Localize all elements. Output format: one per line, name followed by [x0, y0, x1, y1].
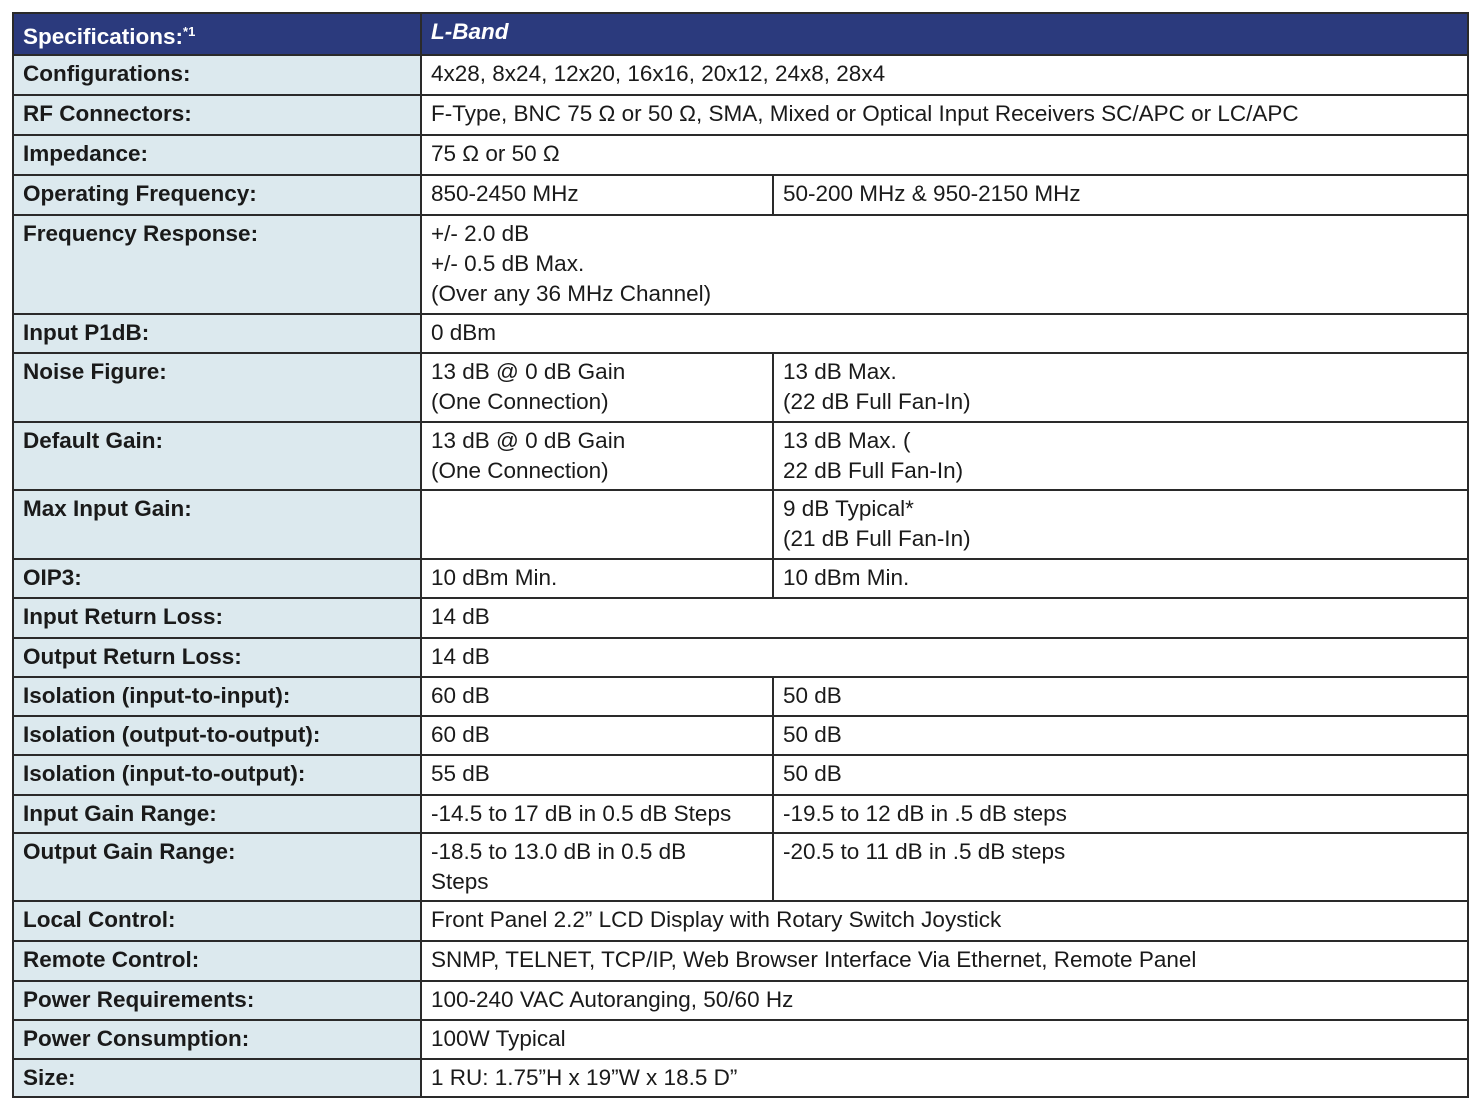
spec-label: Input Gain Range: [13, 795, 421, 833]
spec-label: Isolation (output-to-output): [13, 716, 421, 755]
spec-value: 10 dBm Min. [421, 559, 773, 598]
spec-value: 0 dBm [421, 314, 1468, 353]
spec-label: Input Return Loss: [13, 598, 421, 638]
spec-row [13, 559, 1468, 598]
spec-row [13, 175, 1468, 215]
spec-value: Front Panel 2.2” LCD Display with Rotary Switch Joystick [421, 901, 1468, 941]
spec-row [13, 795, 1468, 833]
spec-label: Isolation (input-to-input): [13, 677, 421, 716]
spec-value: -19.5 to 12 dB in .5 dB steps [773, 795, 1468, 833]
spec-label: Operating Frequency: [13, 175, 421, 215]
header-row [13, 13, 1468, 55]
spec-value: 100-240 VAC Autoranging, 50/60 Hz [421, 981, 1468, 1020]
spec-row [13, 215, 1468, 314]
spec-label: Configurations: [13, 55, 421, 95]
spec-label: Output Gain Range: [13, 833, 421, 901]
spec-value: 50 dB [773, 716, 1468, 755]
spec-label: Power Requirements: [13, 981, 421, 1020]
spec-value: +/- 2.0 dB +/- 0.5 dB Max. (Over any 36 MHz Channel) [421, 215, 1468, 314]
spec-row [13, 314, 1468, 353]
spec-value: 60 dB [421, 677, 773, 716]
spec-value: 50 dB [773, 755, 1468, 795]
spec-label: Input P1dB: [13, 314, 421, 353]
spec-value: 850-2450 MHz [421, 175, 773, 215]
spec-value: 14 dB [421, 598, 1468, 638]
footnote-marker: *1 [183, 24, 196, 39]
spec-row [13, 981, 1468, 1020]
spec-label: OIP3: [13, 559, 421, 598]
spec-value: 13 dB @ 0 dB Gain (One Connection) [421, 422, 773, 490]
spec-value: 13 dB Max. ( 22 dB Full Fan-In) [773, 422, 1468, 490]
spec-row [13, 901, 1468, 941]
spec-row [13, 135, 1468, 175]
spec-value: 75 Ω or 50 Ω [421, 135, 1468, 175]
spec-row [13, 1020, 1468, 1059]
spec-label: Size: [13, 1059, 421, 1097]
spec-value: 1 RU: 1.75”H x 19”W x 18.5 D” [421, 1059, 1468, 1097]
spec-row [13, 755, 1468, 795]
spec-label: RF Connectors: [13, 95, 421, 135]
band-header: L-Band [421, 13, 1468, 55]
spec-value: SNMP, TELNET, TCP/IP, Web Browser Interface Via Ethernet, Remote Panel [421, 941, 1468, 981]
spec-value: 4x28, 8x24, 12x20, 16x16, 20x12, 24x8, 28x4 [421, 55, 1468, 95]
specifications-table [12, 12, 1469, 1098]
spec-value: 50 dB [773, 677, 1468, 716]
spec-row [13, 95, 1468, 135]
spec-row [13, 422, 1468, 490]
spec-value: 13 dB Max. (22 dB Full Fan-In) [773, 353, 1468, 422]
spec-row [13, 353, 1468, 422]
spec-value: -14.5 to 17 dB in 0.5 dB Steps [421, 795, 773, 833]
spec-value: 13 dB @ 0 dB Gain (One Connection) [421, 353, 773, 422]
spec-row [13, 833, 1468, 901]
spec-value: 9 dB Typical* (21 dB Full Fan-In) [773, 490, 1468, 559]
spec-value: 100W Typical [421, 1020, 1468, 1059]
spec-label: Output Return Loss: [13, 638, 421, 677]
spec-value: -18.5 to 13.0 dB in 0.5 dB Steps [421, 833, 773, 901]
spec-row [13, 1059, 1468, 1097]
spec-label: Impedance: [13, 135, 421, 175]
spec-label: Isolation (input-to-output): [13, 755, 421, 795]
spec-value: 60 dB [421, 716, 773, 755]
spec-row [13, 55, 1468, 95]
spec-value [421, 490, 773, 559]
spec-label: Frequency Response: [13, 215, 421, 314]
header-label: Specifications: [23, 24, 184, 49]
spec-row [13, 638, 1468, 677]
spec-value: -20.5 to 11 dB in .5 dB steps [773, 833, 1468, 901]
spec-value: 10 dBm Min. [773, 559, 1468, 598]
spec-row [13, 598, 1468, 638]
spec-row [13, 941, 1468, 981]
spec-value: 14 dB [421, 638, 1468, 677]
spec-value: 50-200 MHz & 950-2150 MHz [773, 175, 1468, 215]
spec-label: Noise Figure: [13, 353, 421, 422]
spec-value: 55 dB [421, 755, 773, 795]
spec-row [13, 490, 1468, 559]
spec-label: Remote Control: [13, 941, 421, 981]
spec-row [13, 677, 1468, 716]
spec-label: Power Consumption: [13, 1020, 421, 1059]
specifications-header [13, 13, 421, 55]
spec-value: F-Type, BNC 75 Ω or 50 Ω, SMA, Mixed or Optical Input Receivers SC/APC or LC/APC [421, 95, 1468, 135]
spec-row [13, 716, 1468, 755]
spec-label: Local Control: [13, 901, 421, 941]
spec-label: Max Input Gain: [13, 490, 421, 559]
spec-label: Default Gain: [13, 422, 421, 490]
